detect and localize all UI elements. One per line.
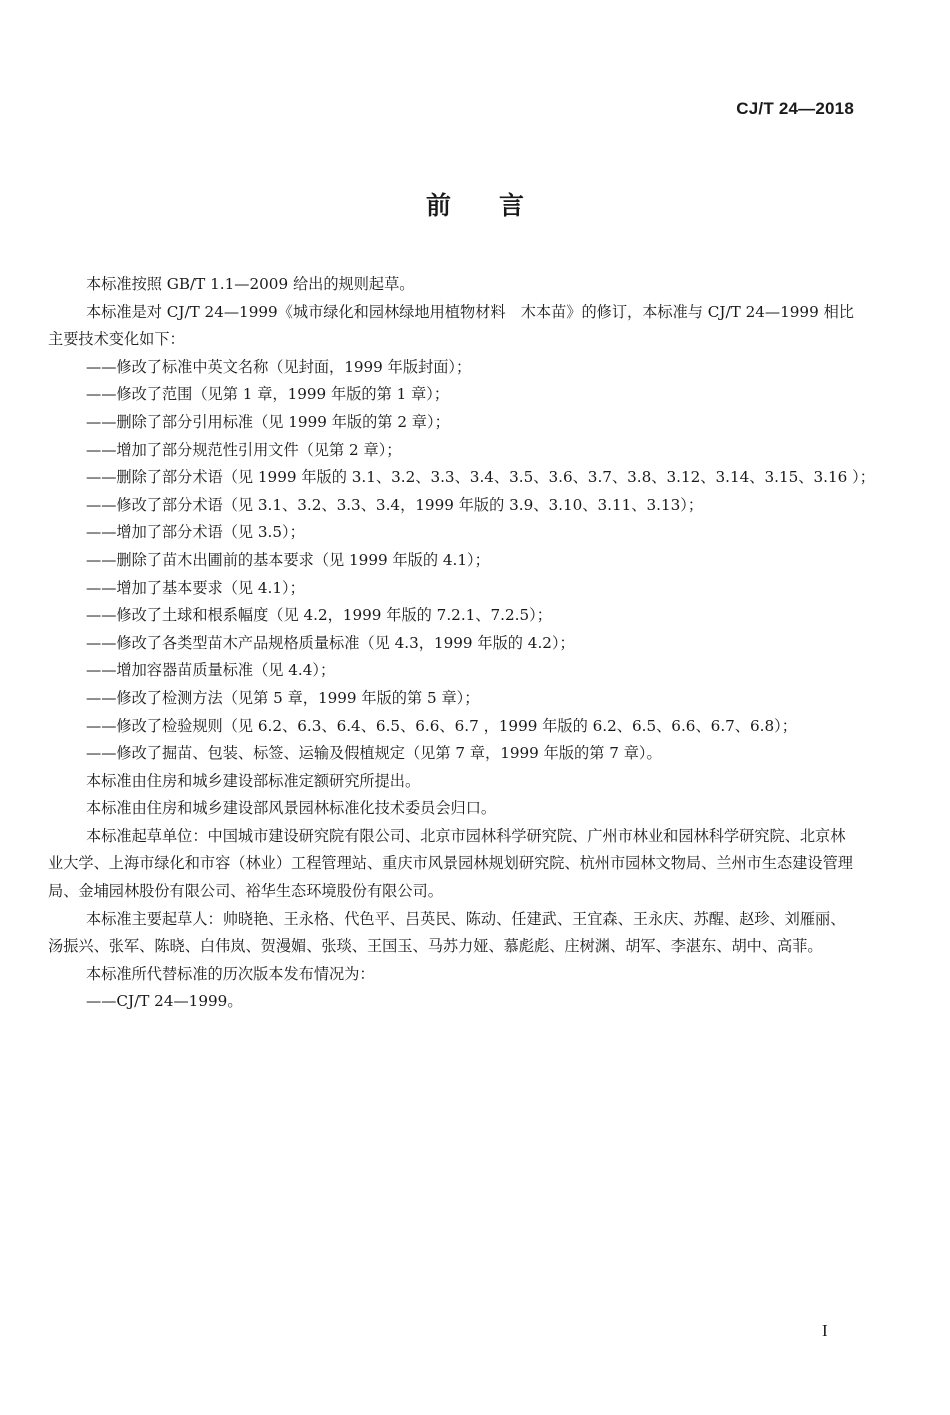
page-title: 前言: [425, 191, 572, 220]
paragraph: 本标准是对 CJ/T 24—1999《城市绿化和园林绿地用植物材料 木本苗》的修订，本标准与 CJ/T 24—1999 相比主要技术变化如下：: [48, 302, 854, 349]
paragraph: 本标准由住房和城乡建设部风景园林标准化技术委员会归口。: [86, 799, 497, 818]
page-number: I: [822, 1321, 828, 1340]
list-item: ——增加了部分术语（见 3.5）；: [86, 523, 305, 542]
list-item: ——修改了土球和根系幅度（见 4.2，1999 年版的 7.2.1、7.2.5）；: [86, 606, 552, 625]
paragraph: 本标准按照 GB/T 1.1—2009 给出的规则起草。: [86, 275, 415, 293]
list-item: ——修改了各类型苗木产品规格质量标准（见 4.3，1999 年版的 4.2）；: [86, 633, 575, 652]
list-item: ——修改了部分术语（见 3.1、3.2、3.3、3.4，1999 年版的 3.9、3.10、3.11、3.13）；: [86, 495, 704, 514]
paragraph: 本标准由住房和城乡建设部标准定额研究所提出。: [86, 771, 421, 790]
list-item: ——修改了检测方法（见第 5 章，1999 年版的第 5 章）；: [86, 688, 480, 707]
list-item: ——增加了部分规范性引用文件（见第 2 章）；: [86, 440, 402, 459]
list-item: ——修改了掘苗、包装、标签、运输及假植规定（见第 7 章，1999 年版的第 7 章）。: [86, 744, 662, 763]
list-item: ——修改了范围（见第 1 章，1999 年版的第 1 章）；: [86, 385, 450, 404]
paragraph: 本标准所代替标准的历次版本发布情况为：: [86, 964, 375, 983]
paragraph: 本标准起草单位：中国城市建设研究院有限公司、北京市园林科学研究院、广州市林业和园林科学研究院、北京林业大学、上海市绿化和市容（林业）工程管理站、重庆市风景园林规划研究院、杭州市园林文物局、兰州市生态建设管理局、金埔园林股份有限公司、裕华生态环境股份有限公司。: [48, 826, 853, 901]
list-item: ——修改了标准中英文名称（见封面，1999 年版封面）；: [86, 357, 472, 376]
list-item: ——删除了部分术语（见 1999 年版的 3.1、3.2、3.3、3.4、3.5、3.6、3.7、3.8、3.12、3.14、3.15、3.16 ）；: [86, 468, 875, 487]
foreword-body: [48, 271, 875, 1016]
list-item: ——增加容器苗质量标准（见 4.4）；: [86, 661, 336, 680]
list-item: ——删除了苗木出圃前的基本要求（见 1999 年版的 4.1）；: [86, 550, 490, 569]
list-item: ——修改了检验规则（见 6.2、6.3、6.4、6.5、6.6、6.7 ，1999 年版的 6.2、6.5、6.6、6.7、6.8）；: [86, 716, 797, 735]
standard-code: CJ/T 24—2018: [736, 99, 854, 118]
list-item: ——增加了基本要求（见 4.1）；: [86, 578, 305, 597]
paragraph: 本标准主要起草人：帅晓艳、王永格、代色平、吕英民、陈动、任建武、王宜森、王永庆、苏醒、赵珍、刘雁丽、汤振兴、张军、陈晓、白伟岚、贺漫媚、张琰、王国玉、马苏力娅、慕彪彪、庄树渊、胡军、李湛东、胡中、高菲。: [48, 909, 846, 956]
list-item: ——删除了部分引用标准（见 1999 年版的第 2 章）；: [86, 412, 450, 431]
list-item: ——CJ/T 24—1999。: [86, 992, 243, 1011]
